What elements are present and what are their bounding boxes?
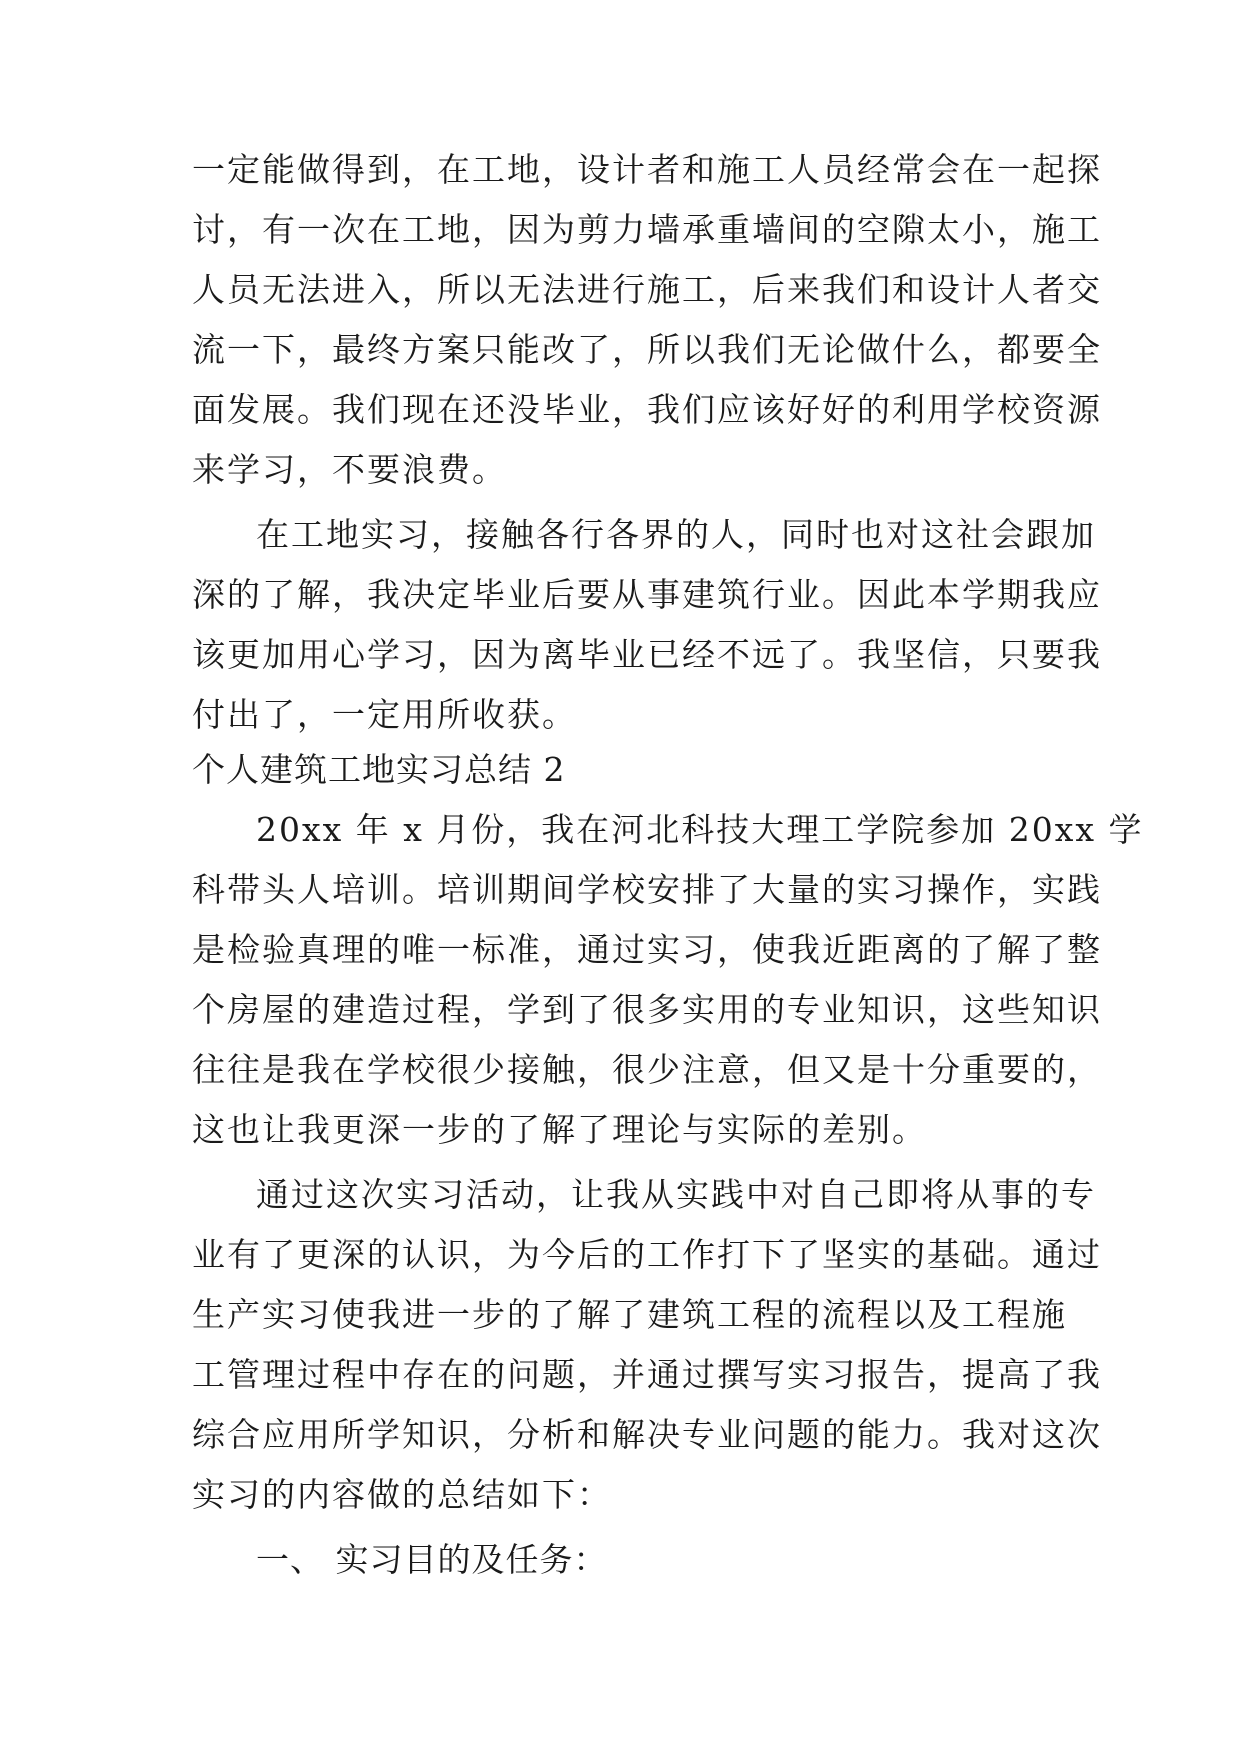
text-line: 综合应用所学知识，分析和解决专业问题的能力。我对这次 bbox=[192, 1415, 1102, 1454]
text-line: 生产实习使我进一步的了解了建筑工程的流程以及工程施 bbox=[192, 1295, 1067, 1334]
text-line: 工管理过程中存在的问题，并通过撰写实习报告，提高了我 bbox=[192, 1355, 1102, 1394]
paragraph-first-line: 20xx 年 x 月份，我在河北科技大理工学院参加 20xx 学 bbox=[256, 810, 1144, 849]
text-line: 付出了，一定用所收获。 bbox=[192, 695, 577, 734]
paragraph-first-line: 通过这次实习活动，让我从实践中对自己即将从事的专 bbox=[256, 1175, 1096, 1214]
text-line: 科带头人培训。培训期间学校安排了大量的实习操作，实践 bbox=[192, 870, 1102, 909]
paragraph-first-line: 在工地实习，接触各行各界的人，同时也对这社会跟加 bbox=[256, 515, 1096, 554]
text-line: 个房屋的建造过程，学到了很多实用的专业知识，这些知识 bbox=[192, 990, 1102, 1029]
text-line: 这也让我更深一步的了解了理论与实际的差别。 bbox=[192, 1110, 927, 1149]
text-line: 人员无法进入，所以无法进行施工，后来我们和设计人者交 bbox=[192, 270, 1102, 309]
text-line: 讨，有一次在工地，因为剪力墙承重墙间的空隙太小，施工 bbox=[192, 210, 1102, 249]
text-line: 往往是我在学校很少接触，很少注意，但又是十分重要的， bbox=[192, 1050, 1102, 1089]
text-line: 流一下，最终方案只能改了，所以我们无论做什么，都要全 bbox=[192, 330, 1102, 369]
text-line: 该更加用心学习，因为离毕业已经不远了。我坚信，只要我 bbox=[192, 635, 1102, 674]
text-line: 一定能做得到，在工地，设计者和施工人员经常会在一起探 bbox=[192, 150, 1102, 189]
list-heading: 一、 实习目的及任务： bbox=[256, 1540, 608, 1579]
text-line: 业有了更深的认识，为今后的工作打下了坚实的基础。通过 bbox=[192, 1235, 1102, 1274]
text-line: 是检验真理的唯一标准，通过实习，使我近距离的了解了整 bbox=[192, 930, 1102, 969]
section-heading: 个人建筑工地实习总结 2 bbox=[192, 750, 566, 789]
text-line: 来学习，不要浪费。 bbox=[192, 450, 507, 489]
text-line: 深的了解，我决定毕业后要从事建筑行业。因此本学期我应 bbox=[192, 575, 1102, 614]
text-line: 面发展。我们现在还没毕业，我们应该好好的利用学校资源 bbox=[192, 390, 1102, 429]
text-line: 实习的内容做的总结如下： bbox=[192, 1475, 612, 1514]
